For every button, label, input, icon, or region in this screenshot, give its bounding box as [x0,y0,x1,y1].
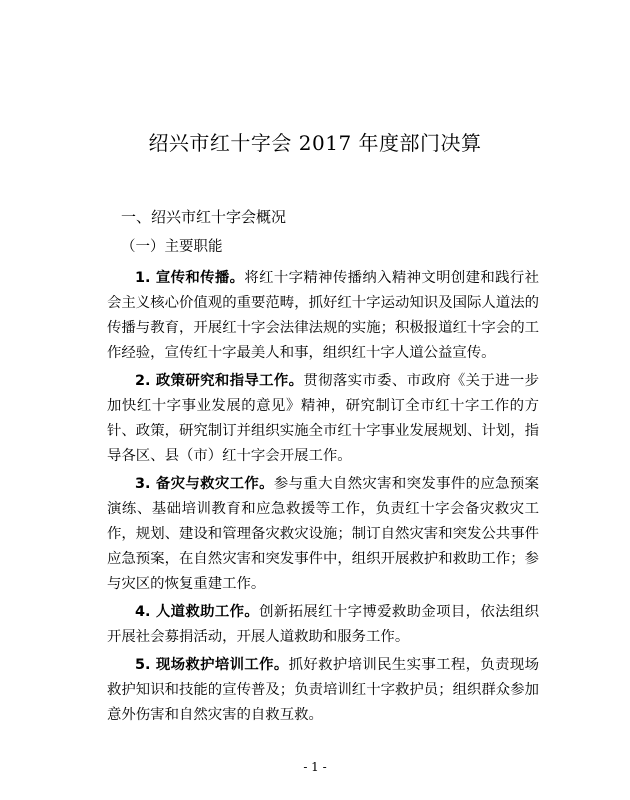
section-heading: 一、绍兴市红十字会概况 [121,208,287,226]
function-item-publicity [107,266,539,366]
function-item-disaster [107,472,539,597]
subsection-heading: （一）主要职能 [121,239,223,255]
item-lead: 1. 宣传和传播。 [135,270,245,286]
page-number: - 1 - [303,760,327,774]
function-item-relief [107,600,539,650]
item-lead: 3. 备灾与救灾工作。 [135,476,274,492]
item-text: 将红十字精神传播纳入精神文明创建和践行社会主义核心价值观的重要范畴，抓好红十字运动知识及国际人道法的传播与教育，开展红十字会法律法规的实施；积极报道红十字会的工作经验，宣传红十字最美人和事，组织红十字人道公益宣传。 [107,270,539,361]
item-text: 贯彻落实市委、市政府《关于进一步加快红十字事业发展的意见》精神，研究制订全市红十字工作的方针、政策，研究制订并组织实施全市红十字事业发展规划、计划，指导各区、县（市）红十字会开展工作。 [107,373,539,464]
item-text: 创新拓展红十字博爱救助金项目，依法组织开展社会募捐活动，开展人道救助和服务工作。 [107,604,539,645]
item-lead: 5. 现场救护培训工作。 [135,657,289,673]
page-title: 绍兴市红十字会 2017 年度部门决算 [148,131,482,155]
function-item-first-aid [107,653,539,728]
item-lead: 2. 政策研究和指导工作。 [135,373,304,389]
item-lead: 4. 人道救助工作。 [135,604,260,620]
function-item-policy [107,369,539,469]
document-body [107,206,539,731]
item-text: 抓好救护培训民生实事工程，负责现场救护知识和技能的宣传普及；负责培训红十字救护员；组织群众参加意外伤害和自然灾害的自救互救。 [107,657,539,723]
item-text: 参与重大自然灾害和突发事件的应急预案演练、基础培训教育和应急救援等工作，负责红十字会备灾救灾工作，规划、建设和管理备灾救灾设施；制订自然灾害和突发公共事件应急预案，在自然灾害和突发事件中，组织开展救护和救助工作；参与灾区的恢复重建工作。 [107,476,539,592]
